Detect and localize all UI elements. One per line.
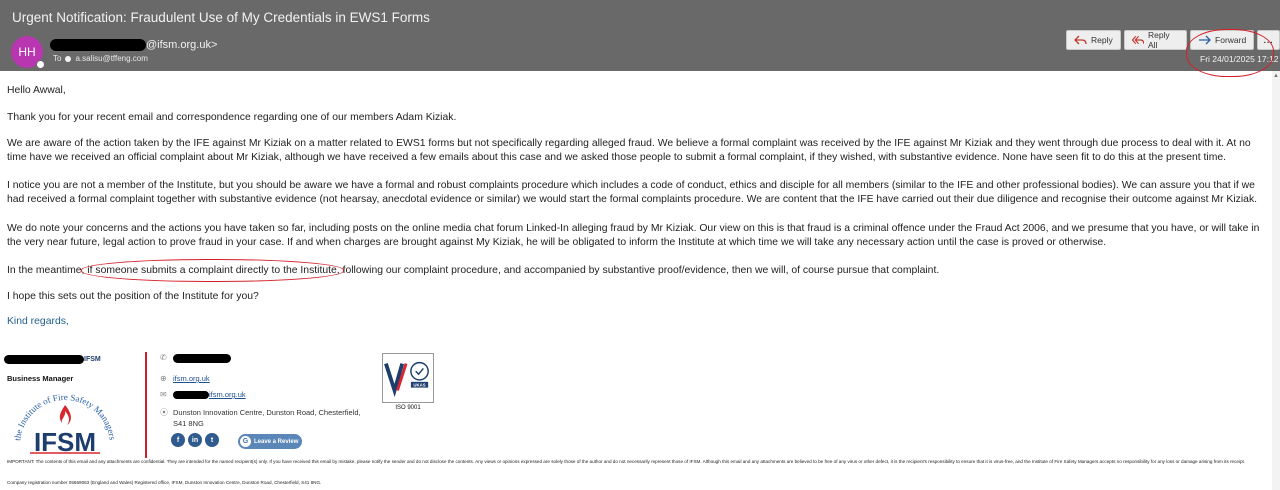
globe-icon: ⊕	[160, 374, 167, 383]
redacted-name	[4, 355, 84, 364]
website-row	[160, 374, 210, 383]
linkedin-icon[interactable]: in	[188, 433, 202, 447]
paragraph-5-start: In the meantime,	[7, 265, 85, 277]
more-actions-button[interactable]: ...	[1257, 30, 1280, 50]
signature-name	[4, 355, 101, 364]
recipient-address[interactable]: a.salisu@tffeng.com	[75, 54, 148, 63]
phone-row	[160, 353, 231, 363]
mail-icon: ✉	[160, 390, 167, 399]
closing: Kind regards,	[7, 315, 69, 327]
forward-button[interactable]	[1190, 30, 1254, 50]
address-line-2: S41 8NG	[173, 419, 204, 428]
sent-date: Fri 24/01/2025 17:12	[1200, 54, 1279, 64]
twitter-icon[interactable]: t	[205, 433, 219, 447]
annotation-circled-text: if someone submits a complaint directly to the Institute,	[84, 265, 340, 277]
email-signature	[0, 350, 1280, 460]
avatar[interactable]: HH	[11, 36, 43, 68]
email-link[interactable]: ifsm.org.uk	[209, 390, 246, 399]
email-row	[160, 390, 246, 399]
leave-review-button[interactable]	[238, 434, 302, 449]
signature-org-short: IFSM	[84, 356, 101, 363]
logo-text: IFSM	[33, 427, 97, 455]
signature-role: Business Manager	[7, 374, 74, 383]
social-links	[171, 433, 219, 447]
reply-button[interactable]	[1066, 30, 1121, 50]
paragraph-3: I notice you are not a member of the Institute, but you should be aware we have a formal and robust complaints procedure which includes a code of conduct, ethics and disciple for all members (similar to the IFE and other professional bodies). We can assure you that if we had received a formal complaint together with substantive evidence (not hearsay, anecdotal evidence or similar) we would start the formal complaints procedure. We are content that the IFE have carried out their due diligence and recognise their outcome against Mr Kiziak.	[7, 180, 1258, 206]
ukas-text: UKAS	[413, 382, 426, 388]
google-icon: G	[240, 436, 251, 447]
email-header	[0, 0, 1280, 71]
recipient-row	[53, 54, 148, 63]
email-body	[7, 84, 1269, 343]
greeting: Hello Awwal,	[7, 85, 66, 96]
iso-certification-badge	[382, 353, 434, 403]
location-pin-icon: ⦿	[160, 408, 168, 417]
facebook-icon[interactable]: f	[171, 433, 185, 447]
paragraph-4: We do note your concerns and the actions you have taken so far, including posts on the online media chat forum Linked-In alleging fraud by Mr Kiziak. Our view on this is that fraud is a criminal offence under the Fraud Act 2006, and we presume that you have, or will take in the very near future, legal action to prove fraud in your case. If and when charges are brought against My Kiziak, he will be obligated to inform the Institute at which time we will take any necessary action until the case is proved or otherwise.	[7, 222, 1260, 249]
presence-status-icon	[36, 60, 45, 69]
reply-label: Reply	[1091, 35, 1113, 45]
ifsm-logo	[10, 387, 120, 455]
website-link[interactable]: ifsm.org.uk	[173, 374, 210, 383]
sender-domain: @ifsm.org.uk>	[146, 39, 218, 51]
message-actions	[1066, 30, 1280, 50]
reply-icon	[1074, 35, 1087, 45]
signature-divider	[145, 352, 147, 458]
forward-icon	[1198, 35, 1211, 45]
email-subject: Urgent Notification: Fraudulent Use of My Credentials in EWS1 Forms	[12, 10, 430, 25]
to-label: To	[53, 54, 62, 63]
company-registration: Company registration number 05669063 (England and Wales) Registered office, IFSM, Dunston Innovation Centre, Dunston Road, Chesterfield, S41 8NG.	[7, 480, 322, 485]
paragraph-5-end: following our complaint procedure, and accompanied by substantive proof/evidence, then we will, of course pursue that complaint.	[339, 265, 940, 277]
address-line-1: Dunston Innovation Centre, Dunston Road, Chesterfield,	[173, 408, 361, 417]
address-row	[160, 407, 361, 429]
reply-all-button[interactable]	[1124, 30, 1187, 50]
reply-all-label: Reply All	[1147, 30, 1170, 50]
logo-ring-text: the Institute of Fire Safety Managers	[12, 391, 118, 442]
scroll-up-arrow-icon[interactable]: ▲	[1273, 73, 1279, 79]
recipient-status-icon	[65, 56, 71, 62]
forward-label: Forward	[1215, 35, 1247, 45]
iso-label: ISO 9001	[395, 405, 421, 411]
paragraph-6: I hope this sets out the position of the Institute for you?	[7, 290, 259, 302]
reply-all-icon	[1132, 35, 1144, 45]
address	[173, 407, 361, 429]
sender-address[interactable]	[50, 38, 217, 52]
redacted-email	[173, 391, 209, 399]
review-label: Leave a Review	[254, 438, 299, 445]
redacted-phone	[173, 354, 231, 363]
paragraph-2: We are aware of the action taken by the IFE against Mr Kiziak on a matter related to EWS1 forms but not specifically regarding alleged fraud. We believe a formal complaint was received by the IFE against Mr Kiziak and they went through due process to deal with it. At no time have we received an official complaint about Mr Kiziak, although we have received a few emails about this case and we asked those people to submit a formal complaint, if they wished, with substantive evidence. None have seen fit to do this at the present time.	[7, 137, 1251, 163]
redacted-sender-name	[50, 39, 146, 51]
paragraph-5	[7, 264, 1269, 278]
phone-icon: ✆	[160, 353, 167, 362]
flame-icon	[60, 405, 71, 425]
paragraph-1: Thank you for your recent email and correspondence regarding one of our members Adam Kiziak.	[7, 112, 457, 124]
legal-disclaimer: IMPORTANT: The contents of this email and any attachments are confidential. They are intended for the named recipient(s) only. If you have received this email by mistake, please notify the sender and do not disclose the contents. Any views or opinions expressed are solely those of the author and do not necessarily represent those of IFSM. Although this email and any attachments are believed to be free of any virus or other defect, it is the recipient's responsibility to ensure that it is virus-free, and the Institute of Fire Safety Managers accepts no responsibility for any loss or damage arising from its receipt.	[7, 459, 1246, 464]
